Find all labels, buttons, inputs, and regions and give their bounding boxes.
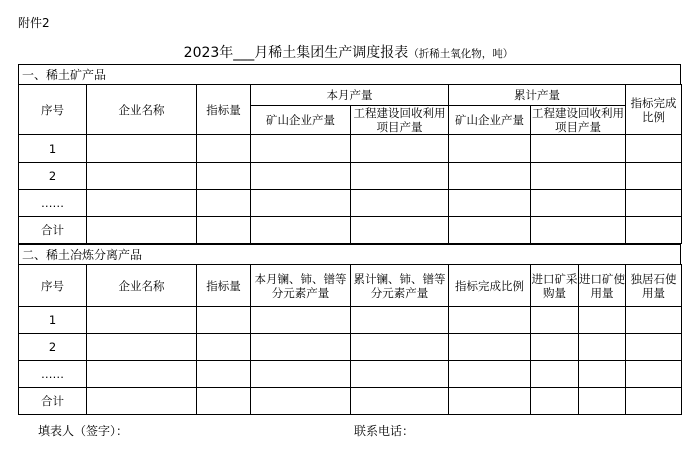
- cell[interactable]: [87, 388, 197, 415]
- cell[interactable]: [351, 388, 449, 415]
- header-this-month-output: 本月产量: [251, 85, 449, 106]
- cell[interactable]: [351, 217, 449, 244]
- row-seq: 1: [19, 307, 87, 334]
- cell[interactable]: [87, 217, 197, 244]
- cell[interactable]: [579, 334, 626, 361]
- report-title-main: 2023年___月稀土集团生产调度报表: [183, 45, 409, 61]
- section-smelting-separation-heading: 二、稀土冶炼分离产品: [18, 244, 681, 264]
- table-row: [19, 334, 682, 361]
- header-import-ore-use: 进口矿使用量: [579, 265, 626, 307]
- cell[interactable]: [251, 388, 351, 415]
- cell[interactable]: [197, 307, 251, 334]
- cell[interactable]: [87, 135, 197, 163]
- cell[interactable]: [531, 135, 626, 163]
- header-cumulative-element-output: 累计镧、铈、镨等分元素产量: [351, 265, 449, 307]
- cell[interactable]: [626, 217, 682, 244]
- cell[interactable]: [531, 190, 626, 217]
- cell[interactable]: [531, 163, 626, 190]
- cell[interactable]: [251, 163, 351, 190]
- cell[interactable]: [449, 163, 531, 190]
- table-row: [19, 163, 682, 190]
- table-row: [19, 361, 682, 388]
- cell[interactable]: [251, 190, 351, 217]
- row-seq: 1: [19, 135, 87, 163]
- row-total-label: 合计: [19, 217, 87, 244]
- cell[interactable]: [87, 190, 197, 217]
- header-import-ore-purchase: 进口矿采购量: [531, 265, 579, 307]
- row-total-label: 合计: [19, 388, 87, 415]
- cell[interactable]: [449, 135, 531, 163]
- cell[interactable]: [531, 334, 579, 361]
- cell[interactable]: [531, 361, 579, 388]
- smelting-separation-table: [18, 264, 682, 415]
- header-completion-ratio: 指标完成比例: [626, 85, 682, 135]
- cell[interactable]: [531, 307, 579, 334]
- header-company-name: 企业名称: [87, 85, 197, 135]
- header-monthly-element-output: 本月镧、铈、镨等分元素产量: [251, 265, 351, 307]
- header-quota: 指标量: [197, 85, 251, 135]
- cell[interactable]: [579, 307, 626, 334]
- header-mine-output-month: 矿山企业产量: [251, 106, 351, 135]
- cell[interactable]: [251, 217, 351, 244]
- cell[interactable]: [449, 388, 531, 415]
- cell[interactable]: [197, 334, 251, 361]
- cell[interactable]: [251, 307, 351, 334]
- cell[interactable]: [351, 190, 449, 217]
- cell[interactable]: [626, 334, 682, 361]
- table-row-total: [19, 217, 682, 244]
- cell[interactable]: [251, 334, 351, 361]
- cell[interactable]: [251, 135, 351, 163]
- cell[interactable]: [531, 217, 626, 244]
- filler-signature-label: 填表人（签字）：: [38, 424, 129, 438]
- cell[interactable]: [197, 163, 251, 190]
- cell[interactable]: [449, 307, 531, 334]
- cell[interactable]: [449, 217, 531, 244]
- header-quota: 指标量: [197, 265, 251, 307]
- cell[interactable]: [197, 190, 251, 217]
- cell[interactable]: [626, 307, 682, 334]
- cell[interactable]: [87, 163, 197, 190]
- row-seq: 2: [19, 334, 87, 361]
- cell[interactable]: [579, 388, 626, 415]
- table-row-total: [19, 388, 682, 415]
- table-row: [19, 190, 682, 217]
- section-rare-earth-ore-heading: 一、稀土矿产品: [18, 64, 681, 84]
- cell[interactable]: [351, 307, 449, 334]
- cell[interactable]: [626, 388, 682, 415]
- cell[interactable]: [87, 307, 197, 334]
- cell[interactable]: [626, 190, 682, 217]
- cell[interactable]: [626, 361, 682, 388]
- cell[interactable]: [351, 135, 449, 163]
- table-row: [19, 307, 682, 334]
- cell[interactable]: [87, 334, 197, 361]
- cell[interactable]: [626, 163, 682, 190]
- row-seq: 2: [19, 163, 87, 190]
- cell[interactable]: [197, 135, 251, 163]
- cell[interactable]: [626, 135, 682, 163]
- row-seq: ……: [19, 190, 87, 217]
- row-seq: ……: [19, 361, 87, 388]
- cell[interactable]: [449, 361, 531, 388]
- cell[interactable]: [351, 163, 449, 190]
- cell[interactable]: [197, 388, 251, 415]
- header-monazite-use: 独居石使用量: [626, 265, 682, 307]
- cell[interactable]: [351, 361, 449, 388]
- rare-earth-ore-table: [18, 84, 682, 244]
- cell[interactable]: [449, 190, 531, 217]
- contact-phone-label: 联系电话：: [354, 424, 415, 438]
- table-row: [19, 135, 682, 163]
- cell[interactable]: [251, 361, 351, 388]
- report-title-unit: （折稀土氧化物，吨）: [408, 48, 514, 60]
- cell[interactable]: [531, 388, 579, 415]
- header-completion-ratio: 指标完成比例: [449, 265, 531, 307]
- cell[interactable]: [197, 217, 251, 244]
- header-company-name: 企业名称: [87, 265, 197, 307]
- cell[interactable]: [197, 361, 251, 388]
- attachment-label: 附件2: [18, 16, 50, 30]
- header-mine-output-cumulative: 矿山企业产量: [449, 106, 531, 135]
- cell[interactable]: [351, 334, 449, 361]
- header-seq: 序号: [19, 85, 87, 135]
- report-title: [0, 42, 697, 62]
- cell[interactable]: [579, 361, 626, 388]
- header-seq: 序号: [19, 265, 87, 307]
- header-recovery-output-cumulative: 工程建设回收利用项目产量: [532, 106, 624, 134]
- cell[interactable]: [87, 361, 197, 388]
- cell[interactable]: [449, 334, 531, 361]
- header-recovery-output-month: 工程建设回收利用项目产量: [351, 106, 449, 135]
- header-cumulative-output: 累计产量: [449, 85, 626, 106]
